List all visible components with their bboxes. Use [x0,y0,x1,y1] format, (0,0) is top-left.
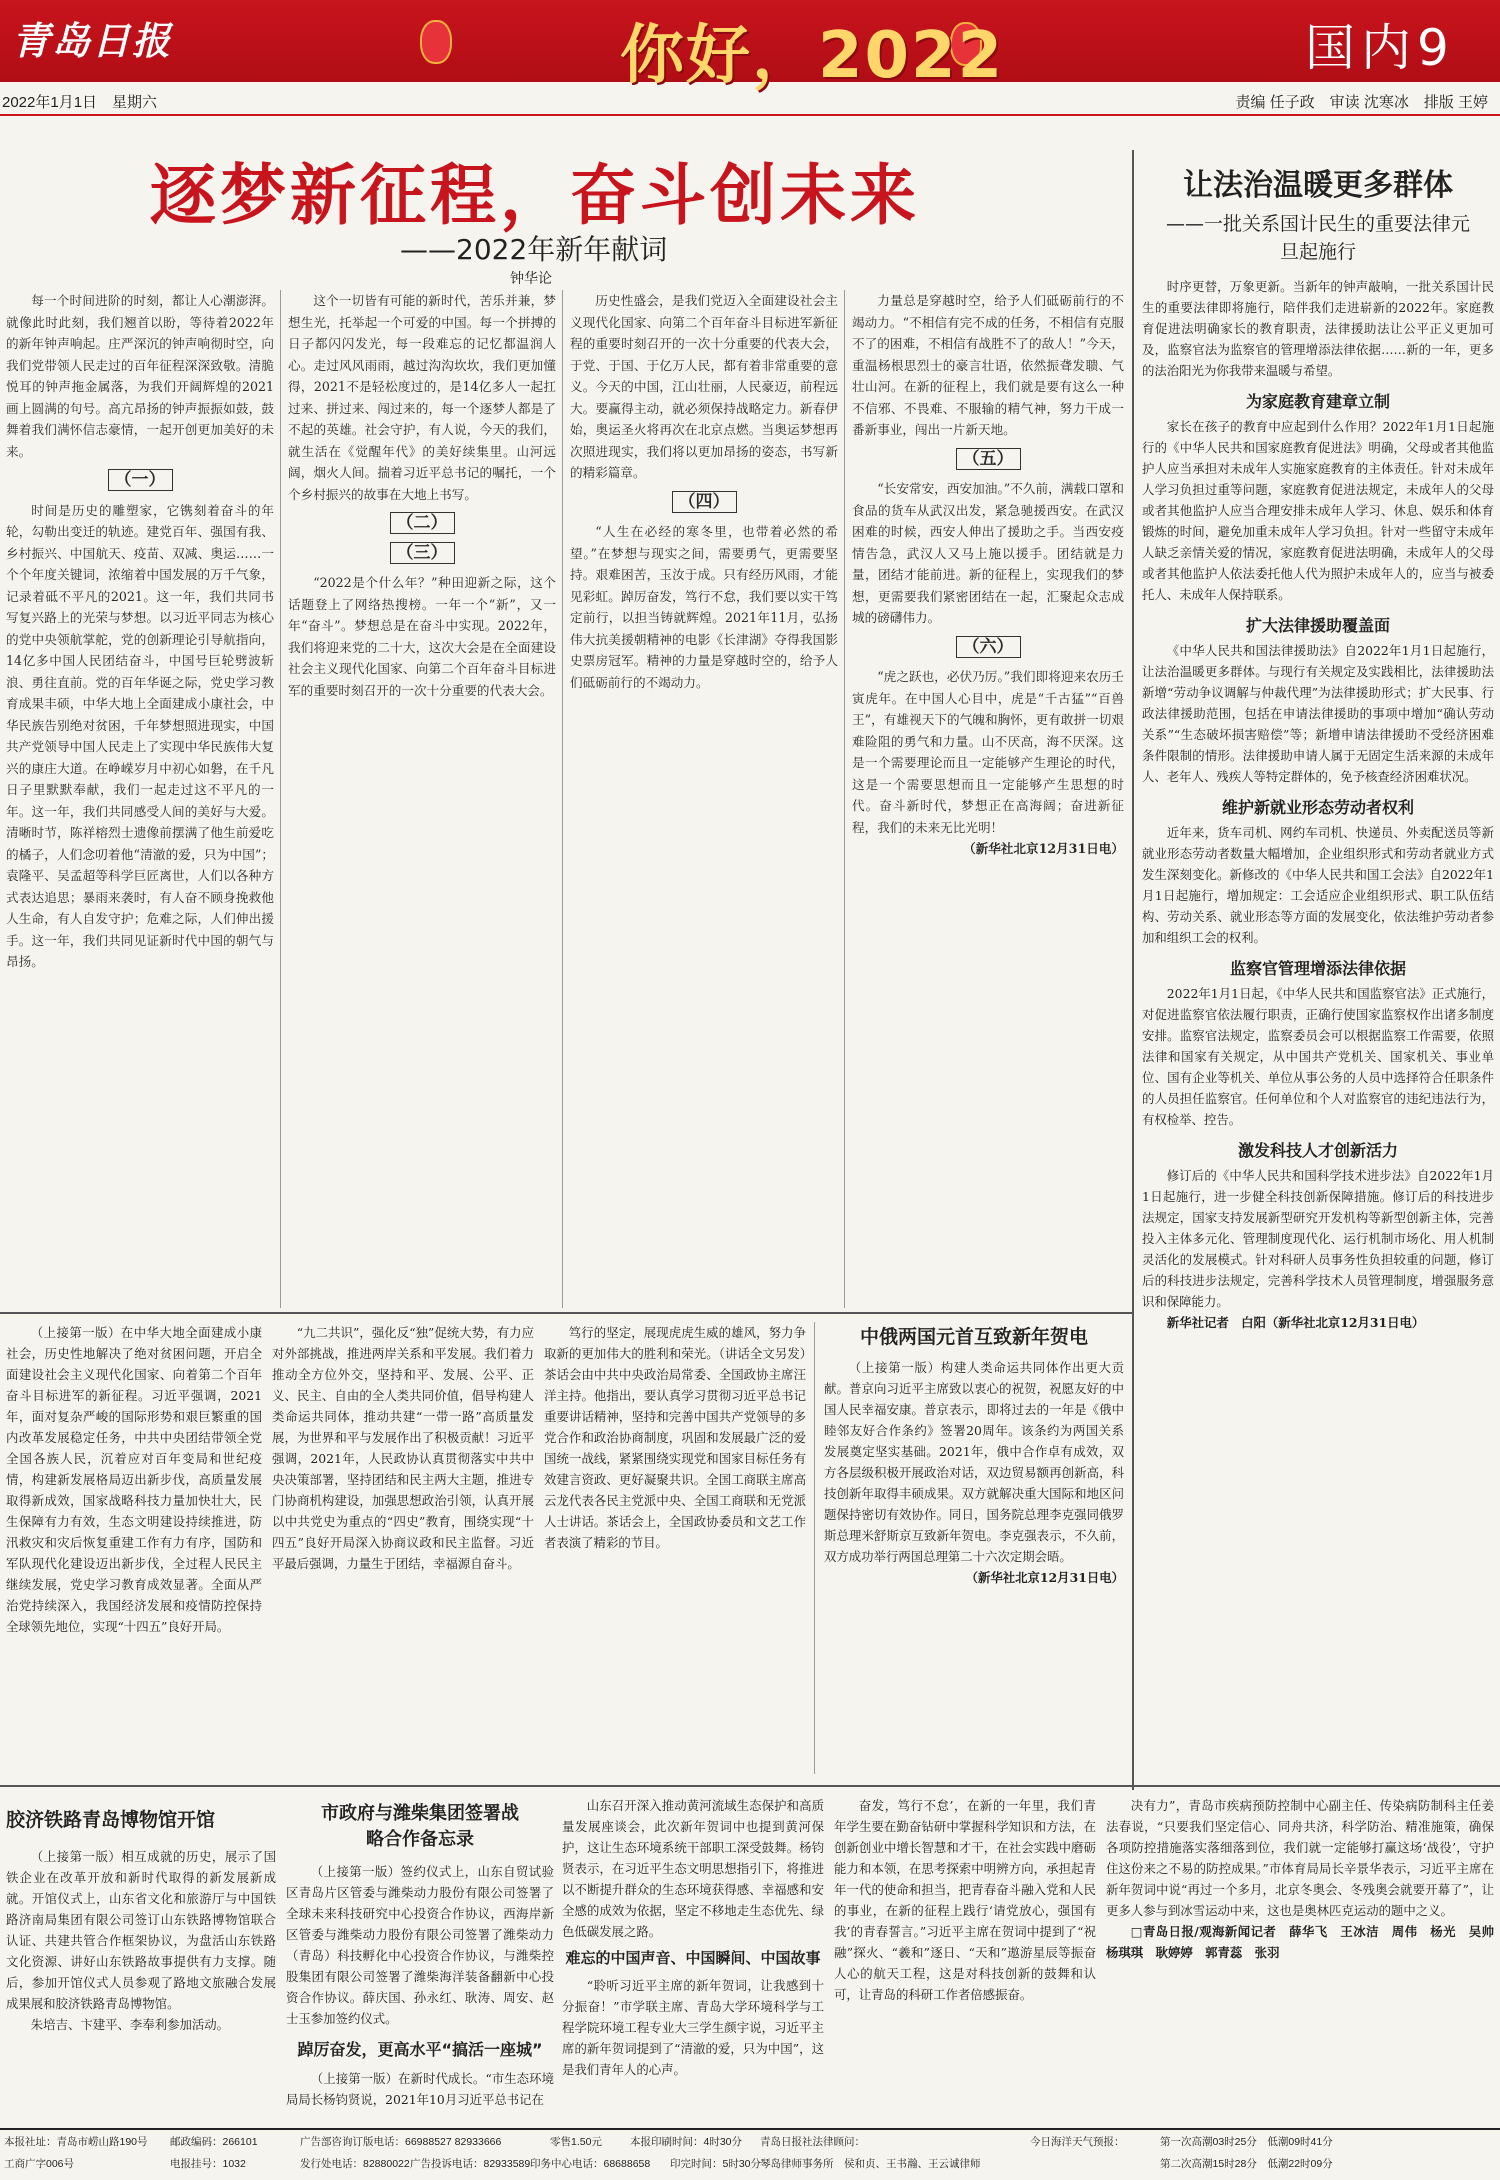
right-story [1142,160,1494,1790]
new-year-greeting: 你好，2022 [620,19,1005,93]
paragraph: “人生在必经的寒冬里，也带着必然的希望。”在梦想与现实之间，需要勇气，更需要坚持。艰难困苦，玉汝于成。只有经历风雨，才能见彩虹。踔厉奋发，笃行不怠，我们要以实干笃定前行，以担当铸就辉煌。2021年11月，弘扬伟大抗美援朝精神的电影《长津湖》夺得我国影史票房冠军。精神的力量是穿越时空的，给予人们砥砺前行的不竭动力。 [570,524,838,690]
paragraph: 笃行的坚定，展现虎虎生威的雄风，努力争取新的更加伟大的胜利和荣光。（讲话全文另发）茶话会由中共中央政治局常委、全国政协主席汪洋主持。他指出，要认真学习贯彻习近平总书记重要讲话精神，坚持和完善中国共产党领导的多党合作和政治协商制度，巩固和发展最广泛的爱国统一战线，紧紧围绕实现党和国家目标任务有效建言资政、更好凝聚共识。全国工商联主席高云龙代表各民主党派中央、全国工商联和无党派人士讲话。茶话会上，全国政协委员和文艺工作者表演了精彩的节目。 [544,1325,806,1550]
bottom-column-3 [562,1795,824,2125]
column-divider [280,290,281,1308]
subheading: 维护新就业形态劳动者权利 [1221,798,1414,817]
footer-finish-time: 印完时间：5时30分 [670,2158,762,2170]
column-divider [562,290,563,1308]
section-divider [0,1785,1500,1787]
paragraph: 历史性盛会，是我们党迈入全面建设社会主义现代化国家、向第二个百年奋斗目标进军新征程的重要时刻召开的一次十分重要的代表大会，于党、于国、于亿万人民，都有着非常重要的意义。今天的中国，江山壮丽，人民豪迈，前程远大。要赢得主动，就必须保持战略定力。新春伊始，奥运圣火将再次在北京点燃。当奥运梦想再次照进现实，我们将以更加昂扬的姿态，书写新的精彩篇章。 [570,293,838,480]
story-headline: 踔厉奋发，更高水平“搞活一座城” [297,2040,543,2059]
paragraph: 每一个时间进阶的时刻，都让人心潮澎湃。就像此时此刻，我们翘首以盼，等待着2022年的新年钟声响起。庄严深沉的钟声响彻时空，向我们党带领人民走过的百年征程深深致敬。清脆悦耳的钟声拖金属落，为我们开阔辉煌的2021画上圆满的句号。高亢昂扬的钟声振振如鼓，鼓舞着我们满怀信志豪情，一起开创更加美好的未来。 [6,293,274,459]
paragraph: “长安常安，西安加油。”不久前，满载口罩和食品的货车从武汉出发，紧急驰援西安。在武汉困难的时候，西安人伸出了援助之手。当西安疫情告急，武汉人又马上施以援手。团结就是力量，团结才能前进。新的征程上，实现我们的梦想，更需要我们紧密团结在一起，汇聚起众志成城的磅礴伟力。 [852,481,1124,625]
footer-complaint: 广告投诉电话：82933589 [410,2158,531,2170]
right-story-body [1142,276,1494,1333]
russia-story [824,1322,1124,1774]
subheading: 监察官管理增添法律依据 [1229,959,1406,978]
section-label: 国内9 [1305,19,1455,77]
continued-column-1 [6,1322,262,1774]
article-credit: （新华社北京12月31日电） [963,841,1124,856]
paragraph: 2022年1月1日起，《中华人民共和国监察官法》正式施行，对促进监察官依法履行职责，正确行使国家监察权作出诸多制度安排。监察官法规定，监察委员会可以根据监察工作需要，依照法律和国家有关规定，从中国共产党机关、国家机关、事业单位、国有企业等机关、单位从事公务的人员中选择符合任职条件的人员担任监察官。任何单位和个人对监察官的违纪违法行为，有权检举、控告。 [1142,986,1494,1127]
paragraph: 时序更替，万象更新。当新年的钟声敲响，一批关系国计民生的重要法律即将施行，陪伴我们走进崭新的2022年。家庭教育促进法明确家长的教育职责，法律援助法让公平正义更加可及，监察官法为监察官的管理增添法律依据……新的一年，更多的法治阳光为你我带来温暖与希望。 [1142,279,1494,378]
newspaper-logo: 青岛日报 [12,18,173,63]
paragraph: 奋发，笃行不怠’，在新的一年里，我们青年学生要在勤奋钻研中掌握科学知识和方法，在创新创业中增长智慧和才干，在社会实践中磨砺能力和本领，在思考探索中明辨方向，承担起青年一代的使命和担当，把青春奋斗融入党和人民的事业，在新的征程上践行‘请党放心，强国有我’的青春誓言。”习近平主席在贺词中提到了“祝融”探火、“羲和”逐日、“天和”遨游星辰等振奋人心的航天工程，这是对科技创新的鼓舞和认可，让青岛的科研工作者倍感振奋。 [834,1798,1096,2002]
footer-weather-label: 今日海洋天气预报： [1030,2136,1125,2148]
footer-postcode: 邮政编码：266101 [170,2136,258,2148]
story-headline: 胶济铁路青岛博物馆开馆 [6,1809,216,1831]
reporter-credit: □青岛日报/观海新闻记者 薛华飞 王冰洁 周伟 杨光 吴帅 杨琪琪 耿婷婷 郭青蕊 张羽 [1106,1924,1494,1960]
footer-law-firm: 琴岛律师事务所 侯和贞、王书瀚、王云诚律师 [760,2158,981,2170]
footer-print-center: 印务中心电话：68688658 [530,2158,651,2170]
footer-tide-2: 第二次高潮15时28分 低潮22时09分 [1160,2158,1333,2170]
museum-story [6,1795,276,2125]
footer-price: 零售1.50元 [550,2136,602,2148]
paragraph: 近年来，货车司机、网约车司机、快递员、外卖配送员等新就业形态劳动者数量大幅增加，企业组织形式和劳动者就业方式发生深刻变化。新修改的《中华人民共和国工会法》自2022年1月1日起施行，增加规定：工会适应企业组织形式、职工队伍结构、劳动关系、就业形态等方面的发展变化，依法维护劳动者参加和组织工会的权利。 [1142,825,1494,945]
article-column-3 [570,290,838,1308]
paragraph: 家长在孩子的教育中应起到什么作用？2022年1月1日起施行的《中华人民共和国家庭教育促进法》明确，父母或者其他监护人应当承担对未成年人实施家庭教育的主体责任。针对未成年人学习负担过重等问题，家庭教育促进法规定，未成年人的父母或者其他监护人应当合理安排未成年人学习、休息、娱乐和体育锻炼的时间，避免加重未成年人学习负担。针对一些留守未成年人缺乏亲情关爱的情况，家庭教育促进法明确，未成年人的父母或者其他监护人依法委托他人代为照护未成年人的，应当与被委托人、未成年人保持联系。 [1142,419,1494,602]
footer-legal: 青岛日报社法律顾问： [760,2136,865,2148]
paragraph: （上接第一版）签约仪式上，山东自贸试验区青岛片区管委与潍柴动力股份有限公司签署了全球未来科技研究中心投资合作协议，西海岸新区管委与潍柴动力股份有限公司签署了潍柴动力（青岛）科技孵化中心投资合作协议，与潍柴控股集团有限公司签署了潍柴海洋装备翻新中心投资合作协议。薛庆国、孙永红、耿涛、周安、赵士玉参加签约仪式。 [286,1864,554,2026]
article-column-2 [288,290,556,1308]
section-number: （六） [852,637,1124,659]
masthead-banner [0,0,1500,93]
section-number: （四） [570,492,838,514]
section-number: （三） [288,543,556,565]
column-divider [814,1322,815,1774]
section-divider [0,1312,1132,1314]
byline: 钟华论 [510,271,552,287]
right-headline: 让法治温暖更多群体 [1183,168,1453,203]
paragraph: “九二共识”，强化反“独”促统大势，有力应对外部挑战，推进两岸关系和平发展。我们着力推动全方位外交，坚持和平、发展、公平、正义、民主、自由的全人类共同价值，倡导构建人类命运共同体，推动共建“一带一路”高质量发展，为世界和平与发展作出了积极贡献！习近平强调，2021年，人民政协认真贯彻落实中共中央决策部署，坚持团结和民主两大主题，推进专门协商机构建设，加强思想政治引领，认真开展以中共党史为重点的“四史”教育，围绕实现“十四五”良好开局深入协商议政和民主监督。习近平最后强调，力量生于团结，幸福源自奋斗。 [272,1325,534,1571]
continued-column-3 [544,1322,806,1774]
paragraph: （上接第一版）在新时代成长。“市生态环境局局长杨钧贤说，2021年10月习近平总书记在 [286,2071,554,2107]
page-footer [0,2128,1500,2180]
paragraph: “聆听习近平主席的新年贺词，让我感到十分振奋！”市学联主席、青岛大学环境科学与工程学院环境工程专业大三学生颜宇说，习近平主席的新年贺词提到了“清澈的爱，只为中国”，这是我们青年人的心声。 [562,1978,824,2077]
article-column-4 [852,290,1124,1308]
paragraph: 山东召开深入推动黄河流域生态保护和高质量发展座谈会，此次新年贺词中也提到黄河保护，这让生态环境系统干部职工深受鼓舞。杨钧贤表示，在习近平生态文明思想指引下，将推进以不断提升群众的生态环境获得感、幸福感和安全感的成效为依据，坚定不移地走生态优先、绿色低碳发展之路。 [562,1798,824,1939]
paragraph: 朱培吉、卞建平、李奉利参加活动。 [30,2017,230,2032]
story-headline: 市政府与潍柴集团签署战略合作备忘录 [321,1803,519,1850]
paragraph: 修订后的《中华人民共和国科学技术进步法》自2022年1月1日起施行，进一步健全科技创新保障措施。修订后的科技进步法规定，国家支持发展新型研究开发机构等新型创新主体，完善投入主体多元化、管理制度现代化、运行机制市场化、用人机制灵活化的发展模式。针对科研人员事务性负担较重的问题，修订后的科技进步法规定，完善科学技术人员管理制度，增强服务意识和保障能力。 [1142,1168,1494,1309]
paragraph: “2022是个什么年？”种田迎新之际，这个话题登上了网络热搜榜。一年一个“新”，又一年“奋斗”。梦想总是在奋斗中实现。2022年，我们将迎来党的二十大，这次大会是在全面建设社会主义现代化国家、向第二个百年奋斗目标进军的重要时刻召开的一次十分重要的代表大会。 [288,575,556,698]
footer-license: 工商广字006号 [4,2158,75,2170]
issue-date: 2022年1月1日 星期六 [2,94,158,111]
paragraph: （上接第一版）在中华大地全面建成小康社会，历史性地解决了绝对贫困问题，开启全面建设社会主义现代化国家、向着第二个百年奋斗目标进军的新征程。习近平强调，2021年，面对复杂严峻的国际形势和艰巨繁重的国内改革发展稳定任务，中共中央团结带领全党全国各族人民，沉着应对百年变局和世纪疫情，构建新发展格局迈出新步伐，高质量发展取得新成效，国家战略科技力量加快壮大，民生保障有力有效，生态文明建设持续推进，防汛救灾和灾后恢复重建工作有力有序，国防和军队现代化建设迈出新步伐，全过程人民民主继续发展，党史学习教育成效显著。全面从严治党持续深入，我国经济发展和疫情防控保持全球领先地位，实现“十四五”良好开局。 [6,1325,262,1634]
article-credit: 新华社记者 白阳（新华社北京12月31日电） [1166,1315,1425,1330]
section-number: （二） [288,513,556,535]
footer-ad-phone: 广告部咨询订版电话：66988527 82933666 [300,2136,502,2148]
weichai-story [286,1795,554,2125]
section-number: （五） [852,449,1124,471]
paragraph: 决有力”，青岛市疾病预防控制中心副主任、传染病防制科主任姜法春说，“只要我们坚定信心、同舟共济，科学防治、精准施策，确保各项防控措施落实落细落到位，我们就一定能够打赢这场‘战役’，守护住这份来之不易的防控成果。”市体育局局长辛景华表示，习近平主席在新年贺词中说“再过一个多月，北京冬奥会、冬残奥会就要开幕了”，让更多人参与到冰雪运动中来，这也是奥林匹克运动的题中之义。 [1106,1798,1494,1918]
right-subtitle: ——一批关系国计民生的重要法律元旦起施行 [1165,213,1470,263]
editor-credits: 责编 任子政 审读 沈寒冰 排版 王婷 [1235,94,1488,111]
bottom-column-5 [1106,1795,1494,2125]
article-credit: （新华社北京12月31日电） [965,1570,1124,1585]
footer-print-time: 本报印刷时间：4时30分 [630,2136,743,2148]
story-headline: 难忘的中国声音、中国瞬间、中国故事 [565,1949,821,1967]
subheading: 扩大法律援助覆盖面 [1245,616,1390,635]
footer-address: 本报社址：青岛市崂山路190号 [4,2136,148,2148]
paragraph: “虎之跃也，必伏乃厉。”我们即将迎来农历壬寅虎年。在中国人心目中，虎是“千古猛”“百兽王”，有雄视天下的气魄和胸怀，更有敢拼一切艰难险阻的勇气和力量。山不厌高，海不厌深。这是一个需要理论而且一定能够产生理论的时代，这是一个需要思想而且一定能够产生思想的时代。奋斗新时代，梦想正在高海阔；奋进新征程，我们的未来无比光明！ [852,669,1124,835]
paragraph: 《中华人民共和国法律援助法》自2022年1月1日起施行，让法治温暖更多群体。与现行有关规定及实践相比，法律援助法新增“劳动争议调解与仲裁代理”为法律援助形式；扩大民事、行政法律援助范围，包括在申请法律援助的事项中增加“确认劳动关系”“生态破坏损害赔偿”等；新增申请法律援助不受经济困难条件限制的情形。法律援助申请人属于无固定生活来源的未成年人、老年人、残疾人等特定群体的，免予核查经济困难状况。 [1142,643,1494,784]
continued-column-2 [272,1322,534,1774]
paragraph: （上接第一版）构建人类命运共同体作出更大贡献。普京向习近平主席致以衷心的祝贺，祝愿友好的中国人民幸福安康。普京表示，即将过去的一年是《俄中睦邻友好合作条约》签署20周年。该条约为两国关系发展奠定坚实基础。2021年，俄中合作卓有成效，双方各层级积极开展政治对话，双边贸易额再创新高，科技创新年取得丰硕成果。双方就解决重大国际和地区问题保持密切有效协作。同日，国务院总理李克强同俄罗斯总理米舒斯京互致新年贺电。李克强表示，不久前，双方成功举行两国总理第二十六次定期会晤。 [824,1360,1124,1564]
paragraph: 力量总是穿越时空，给予人们砥砺前行的不竭动力。“不相信有完不成的任务，不相信有克服不了的困难，不相信有战胜不了的敌人！”今天，重温杨根思烈士的豪言壮语，依然振聋发聩、气壮山河。在新的征程上，我们就是要有这么一种不信邪、不畏难、不服输的精气神，努力干成一番新事业，闯出一片新天地。 [852,293,1124,437]
article-column-1 [6,290,274,1308]
bottom-column-4 [834,1795,1096,2125]
footer-telegraph: 电报挂号：1032 [170,2158,246,2170]
column-divider [844,290,845,1308]
main-headline: 逐梦新征程，奋斗创未来 [150,157,920,234]
footer-distribution: 发行处电话：82880022 [300,2158,410,2170]
date-bar [0,88,1500,116]
story-headline: 中俄两国元首互致新年贺电 [859,1326,1088,1348]
paragraph: （上接第一版）相互成就的历史，展示了国铁企业在改革开放和新时代取得的新发展新成就。开馆仪式上，山东省文化和旅游厅与中国铁路济南局集团有限公司签订山东铁路博物馆联合认证、共建共管合作框架协议，为盘活山东铁路文化资源、讲好山东铁路故事提供有力支撑。随后，参加开馆仪式人员参观了路地文旅融合发展成果展和胶济铁路青岛博物馆。 [6,1849,276,2011]
section-number: （一） [6,470,274,492]
subheading: 为家庭教育建章立制 [1245,392,1390,411]
right-divider [1132,150,1134,1790]
lantern-icon [420,20,452,64]
subheading: 激发科技人才创新活力 [1237,1141,1398,1160]
paragraph: 这个一切皆有可能的新时代，苦乐并兼，梦想生光，托举起一个可爱的中国。每一个拼搏的日子都闪闪发光，每一段难忘的记忆都温润人心。走过风风雨雨，越过沟沟坎坎，我们更加懂得，2021不是轻松度过的，是14亿多人一起扛过来、拼过来、闯过来的，每一个逐梦人都是了不起的英雄。社会守护，有人说，今天的我们，就生活在《觉醒年代》的美好续集里。山河远阔，烟火人间。揣着习近平总书记的嘱托，一个个乡村振兴的故事在大地上书写。 [288,293,556,502]
main-subtitle: ——2022年新年献词 [400,233,668,266]
paragraph: 时间是历史的雕塑家，它镌刻着奋斗的年轮，勾勒出变迁的轨迹。建党百年、强国有我、乡村振兴、中国航天、疫苗、双减、奥运……一个个年度关键词，浓缩着中国发展的万千气象，记录着砥不平凡的2021。这一年，我们共同书写复兴路上的光荣与梦想。以习近平同志为核心的党中央领航掌舵，党的创新理论引导航指向，14亿多中国人民团结奋斗，中国号巨轮劈波斩浪、勇往直前。党的百年华诞之际，党史学习教育成果丰硕，中华大地上全面建成小康社会，中华民族告别绝对贫困，千年梦想照进现实，中国共产党领导中国人民走上了实现中华民族伟大复兴的康庄大道。在峥嵘岁月中初心如磐，在千凡日子里默默奉献，我们一起走过这不平凡的一年。这一年，我们共同感受人间的美好与大爱。清晰时节，陈祥榕烈士遗像前摆满了他生前爱吃的橘子，人们念叨着他“清澈的爱，只为中国”；袁隆平、吴孟超等科学巨匠离世，人们以各种方式表达追思；暴雨来袭时，有人奋不顾身挽救他人生命，有人自发守护；危难之际，人们伸出援手。这一年，我们共同见证新时代中国的朝气与昂扬。 [6,502,274,969]
footer-tide-1: 第一次高潮03时25分 低潮09时41分 [1160,2136,1333,2148]
